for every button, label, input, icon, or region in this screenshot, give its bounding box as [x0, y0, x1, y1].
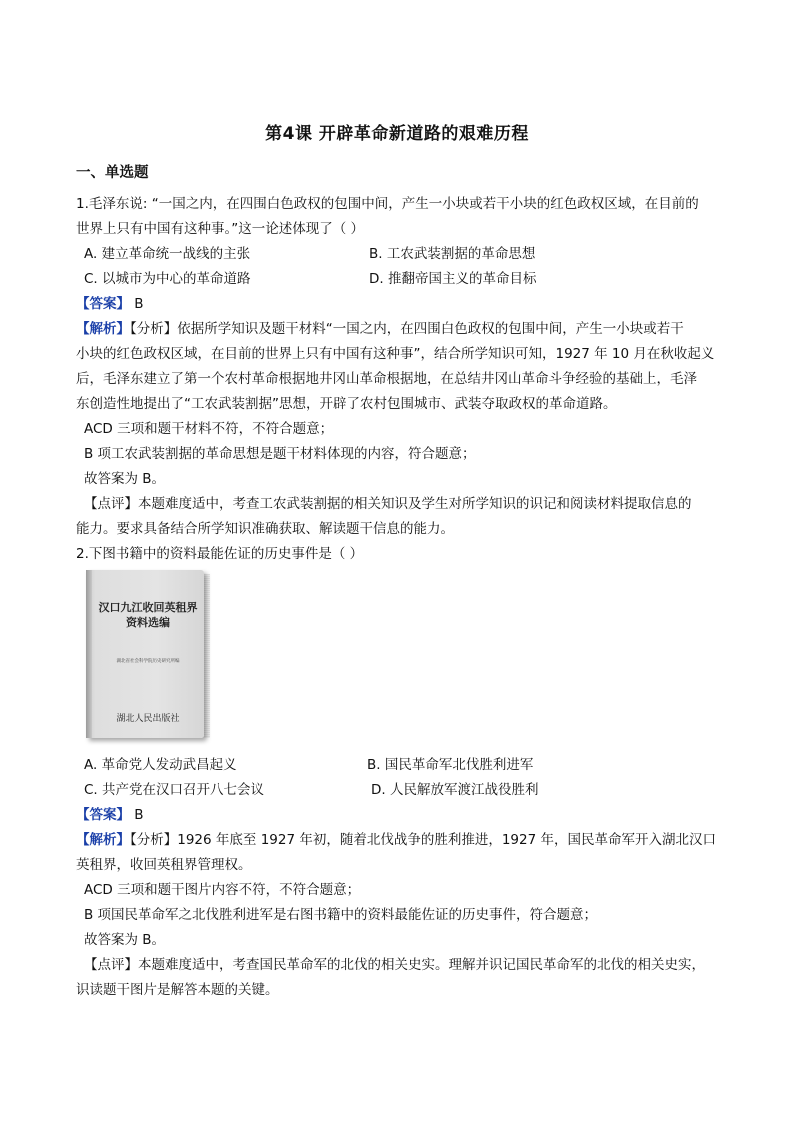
book-pages: [204, 574, 210, 738]
answer-line: [76, 803, 720, 828]
book-image: [86, 570, 216, 744]
analysis-line: 小块的红色政权区域，在目前的世界上只有中国有这种事”，结合所学知识可知，1927 年 10 月在秋收起义: [76, 346, 715, 362]
answer-line: [76, 292, 720, 317]
analysis-line: 后，毛泽东建立了第一个农村革命根据地井冈山革命根据地，在总结井冈山革命斗争经验的基础上，毛泽: [76, 371, 697, 387]
analysis-label: 【解析】: [76, 832, 130, 848]
option-c: C. 以城市为中心的革命道路: [84, 271, 251, 287]
book-title: [96, 600, 200, 630]
note-line: ACD 三项和题干材料不符，不符合题意；: [84, 421, 334, 437]
comment-line: 识读题干图片是解答本题的关键。: [76, 982, 279, 998]
analysis-tag: 【分析】: [130, 832, 178, 848]
question-1-stem: [76, 192, 720, 242]
book-publisher: 湖北人民出版社: [116, 714, 180, 724]
analysis-tag: 【分析】: [130, 321, 178, 337]
answer-label: 【答案】: [76, 807, 130, 823]
answer-label: 【答案】: [76, 296, 130, 312]
option-b: B. 国民革命军北伐胜利进军: [367, 757, 534, 773]
option-d: D. 推翻帝国主义的革命目标: [369, 271, 537, 287]
option-d: D. 人民解放军渡江战役胜利: [371, 782, 539, 798]
comment-line: [76, 492, 720, 517]
book-spine: [86, 570, 92, 738]
question-2-stem: [76, 542, 720, 567]
question-text-line: 世界上只有中国有这种事。”这一论述体现了（ ）: [76, 221, 365, 237]
question-2-solution: [76, 803, 720, 1003]
analysis-line: [76, 828, 720, 853]
option-c: C. 共产党在汉口召开八七会议: [84, 782, 265, 798]
question-text-line: 1.毛泽东说: “一国之内，在四围白色政权的包围中间，产生一小块或若干小块的红色政权区域，在目前的: [76, 196, 699, 212]
book-title-line: 汉口九江收回英租界: [98, 601, 198, 614]
option-a: A. 革命党人发动武昌起义: [84, 757, 237, 773]
option-a: A. 建立革命统一战线的主张: [84, 246, 251, 262]
comment-line: 能力。要求具备结合所学知识准确获取、解读题干信息的能力。: [76, 521, 454, 537]
note-line: B 项工农武装割据的革命思想是题干材料体现的内容，符合题意；: [84, 446, 476, 462]
comment-label: 【点评】: [84, 957, 138, 973]
comment-line: [76, 953, 720, 978]
comment-text: 本题难度适中，考查国民革命军的北伐的相关史实。理解并识记国民革命军的北伐的相关史实，: [138, 957, 705, 973]
answer-value: B: [130, 296, 144, 312]
analysis-line: 东创造性地提出了“工农武装割据”思想，开辟了农村包围城市、武装夺取政权的革命道路。: [76, 396, 617, 412]
lesson-title: 第4课 开辟革命新道路的艰难历程: [265, 124, 529, 144]
answer-value: B: [130, 807, 144, 823]
analysis-text: 依据所学知识及题干材料“一国之内，在四围白色政权的包围中间，产生一小块或若干: [177, 321, 684, 337]
note-line: ACD 三项和题干图片内容不符，不符合题意；: [84, 882, 361, 898]
analysis-label: 【解析】: [76, 321, 130, 337]
note-line: 故答案为 B。: [84, 932, 166, 948]
analysis-text: 1926 年底至 1927 年初，随着北伐战争的胜利推进，1927 年，国民革命军开入湖北汉口: [177, 832, 716, 848]
question-1-solution: [76, 292, 720, 542]
comment-label: 【点评】: [84, 496, 138, 512]
analysis-line: 英租界，收回英租界管理权。: [76, 857, 252, 873]
book-editor: 湖北省社会科学院历史研究所编: [116, 659, 180, 664]
book-cover: [86, 570, 204, 738]
option-b: B. 工农武装割据的革命思想: [369, 246, 536, 262]
book-title-line: 资料选编: [126, 616, 170, 629]
section-heading: 一、单选题: [76, 165, 149, 181]
comment-text: 本题难度适中，考查工农武装割据的相关知识及学生对所学知识的识记和阅读材料提取信息的: [138, 496, 692, 512]
note-line: B 项国民革命军之北伐胜利进军是右图书籍中的资料最能佐证的历史事件，符合题意；: [84, 907, 598, 923]
question-text-line: 2.下图书籍中的资料最能佐证的历史事件是（ ）: [76, 546, 364, 562]
note-line: 故答案为 B。: [84, 471, 166, 487]
analysis-line: [76, 317, 720, 342]
